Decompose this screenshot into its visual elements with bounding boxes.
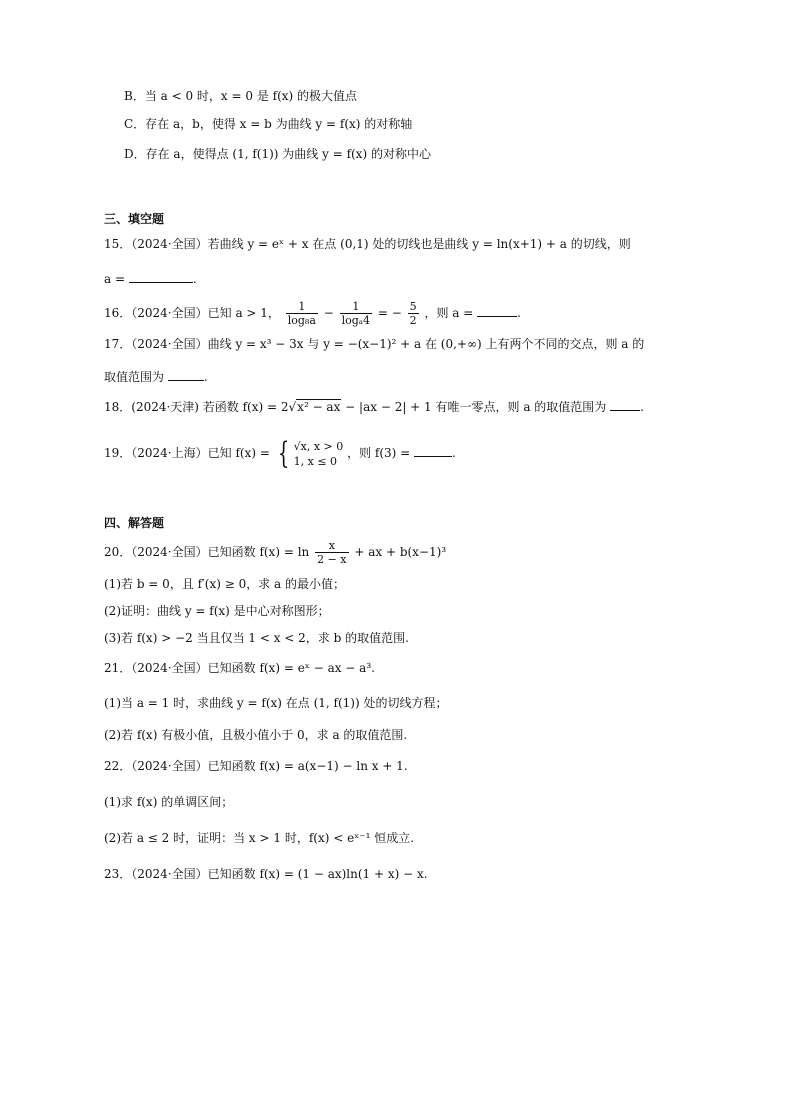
question-20-numerator: x xyxy=(315,539,348,553)
question-16-fraction-3 xyxy=(408,300,419,327)
question-16-fraction-1 xyxy=(286,300,318,327)
question-15-period: . xyxy=(192,272,197,286)
question-20-part-1: (1)若 b = 0，且 f′(x) ≥ 0，求 a 的最小值； xyxy=(104,577,346,591)
question-16-period: . xyxy=(517,306,521,320)
question-21-stem: 21．（2024·全国）已知函数 f(x) = eˣ − ax − a³. xyxy=(104,661,375,675)
sqrt-symbol: √ xyxy=(288,400,297,414)
question-19-prefix: 19．（2024·上海）已知 f(x) = xyxy=(104,446,270,460)
option-c: C．存在 a，b，使得 x = b 为曲线 y = f(x) 的对称轴 xyxy=(124,117,413,131)
question-18-suffix: − |ax − 2| + 1 有唯一零点，则 a 的取值范围为 xyxy=(341,400,607,414)
left-brace: { xyxy=(277,435,289,471)
question-15-line1: 15．（2024·全国）若曲线 y = eˣ + x 在点 (0,1) 处的切线也是曲线 y = ln(x+1) + a 的切线，则 xyxy=(104,237,631,251)
fraction-2-numerator: 1 xyxy=(340,300,372,314)
question-17-period: . xyxy=(203,370,208,384)
question-22-stem: 22．（2024·全国）已知函数 f(x) = a(x−1) − ln x + 1. xyxy=(104,759,408,773)
question-18-period: . xyxy=(640,400,644,414)
question-16 xyxy=(104,298,521,328)
fraction-3-denominator: 2 xyxy=(409,314,417,327)
question-19-cases xyxy=(294,439,344,469)
question-17-answer-blank xyxy=(168,368,204,381)
fraction-1-numerator: 1 xyxy=(286,300,318,314)
question-21-part-1: (1)当 a = 1 时，求曲线 y = f(x) 在点 (1, f(1)) 处的切线方程； xyxy=(104,696,448,710)
question-20-part-2: (2)证明：曲线 y = f(x) 是中心对称图形； xyxy=(104,604,330,618)
question-20-stem xyxy=(104,538,446,566)
section-title-problems: 四、解答题 xyxy=(104,516,165,530)
fraction-2-denominator: logₐ4 xyxy=(341,314,371,327)
question-18 xyxy=(104,398,644,415)
question-15-answer-blank xyxy=(129,270,193,283)
question-23-stem: 23．（2024·全国）已知函数 f(x) = (1 − ax)ln(1 + x) − x. xyxy=(104,867,428,881)
question-16-minus: − xyxy=(323,306,334,320)
question-16-equals: = − xyxy=(377,306,402,320)
question-15-answer-label: a = xyxy=(104,272,126,286)
question-16-answer-blank xyxy=(477,304,517,317)
section-title-fill-in: 三、填空题 xyxy=(104,212,165,226)
question-15-line2 xyxy=(104,270,197,287)
question-19-period: . xyxy=(452,446,456,460)
case-2: 1, x ≤ 0 xyxy=(293,454,338,468)
question-22-part-1: (1)求 f(x) 的单调区间； xyxy=(104,795,234,809)
question-21-part-2: (2)若 f(x) 有极小值，且极小值小于 0，求 a 的取值范围. xyxy=(104,728,408,742)
question-17-line2 xyxy=(104,368,208,385)
fraction-3-numerator: 5 xyxy=(409,300,417,313)
question-19 xyxy=(104,436,456,470)
question-18-answer-blank xyxy=(610,398,640,411)
question-18-radicand: x² − ax xyxy=(297,400,341,414)
question-16-prefix: 16．（2024·全国）已知 a > 1， xyxy=(104,306,280,320)
question-20-part-3: (3)若 f(x) > −2 当且仅当 1 < x < 2，求 b 的取值范围. xyxy=(104,631,409,645)
question-17-label: 取值范围为 xyxy=(104,370,165,384)
question-18-prefix: 18．(2024·天津) 若函数 f(x) = 2 xyxy=(104,400,289,414)
question-22-part-2: (2)若 a ≤ 2 时，证明：当 x > 1 时，f(x) < eˣ⁻¹ 恒成立. xyxy=(104,831,415,845)
fraction-1-denominator: log₈a xyxy=(287,314,316,327)
question-19-answer-blank xyxy=(414,444,452,457)
question-20-suffix: + ax + b(x−1)³ xyxy=(354,545,447,559)
option-d: D．存在 a，使得点 (1, f(1)) 为曲线 y = f(x) 的对称中心 xyxy=(124,147,431,161)
question-17-line1: 17．（2024·全国）曲线 y = x³ − 3x 与 y = −(x−1)² + a 在 (0,+∞) 上有两个不同的交点，则 a 的 xyxy=(104,337,645,351)
question-20-denominator: 2 − x xyxy=(317,553,347,566)
option-b: B．当 a < 0 时，x = 0 是 f(x) 的极大值点 xyxy=(124,89,358,103)
case-1: √x, x > 0 xyxy=(293,439,344,453)
question-16-fraction-2 xyxy=(340,300,372,327)
question-16-suffix: ，则 a = xyxy=(424,306,474,320)
question-19-suffix: ，则 f(3) = xyxy=(347,446,411,460)
question-20-fraction xyxy=(315,539,348,566)
question-20-prefix: 20．（2024·全国）已知函数 f(x) = ln xyxy=(104,545,310,559)
